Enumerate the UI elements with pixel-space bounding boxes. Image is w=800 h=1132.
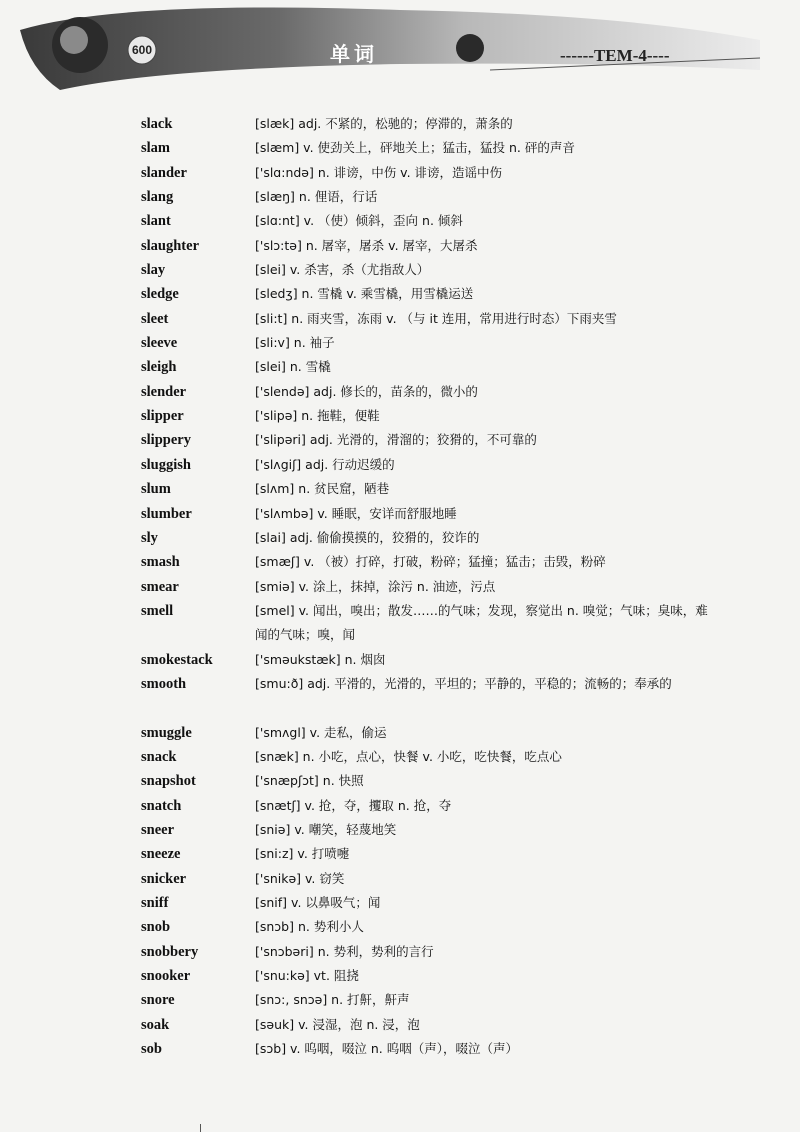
headword: slang — [141, 189, 174, 206]
headword: slant — [141, 213, 171, 230]
headword: sleigh — [141, 359, 177, 376]
definition: [snæk] n. 小吃，点心，快餐 v. 小吃，吃快餐，吃点心 — [255, 748, 562, 764]
entry-row — [0, 258, 800, 282]
entry-row — [0, 1013, 800, 1037]
definition: ['slɑ:ndə] n. 诽谤，中伤 v. 诽谤，造谣中伤 — [255, 164, 503, 180]
entry-row — [0, 380, 800, 404]
headword: smell — [141, 602, 174, 619]
headword: slander — [141, 164, 187, 181]
headword: smooth — [141, 675, 187, 692]
entry-row — [0, 867, 800, 891]
definition: ['smʌgl] v. 走私，偷运 — [255, 724, 387, 740]
definition: ['slɔ:tə] n. 屠宰，屠杀 v. 屠宰，大屠杀 — [255, 237, 478, 253]
headword: soak — [141, 1016, 170, 1033]
entry-row — [0, 794, 800, 818]
entry-row — [0, 964, 800, 988]
definition: [sɔb] v. 呜咽，啜泣 n. 呜咽（声），啜泣（声） — [255, 1041, 519, 1057]
entry-row — [0, 818, 800, 842]
definition: [smæʃ] v. （被）打碎，打破，粉碎；猛撞；猛击；击毁，粉碎 — [255, 554, 606, 570]
entry-row — [0, 428, 800, 452]
definition: ['slipə] n. 拖鞋，便鞋 — [255, 408, 380, 424]
page-header — [0, 0, 800, 100]
headword: sneeze — [141, 846, 181, 863]
entry-row — [0, 355, 800, 379]
entry-row — [0, 575, 800, 599]
definition: [slei] n. 雪橇 — [255, 359, 331, 375]
definition: ['snu:kə] vt. 阻挠 — [255, 968, 359, 984]
definition: ['snikə] v. 窃笑 — [255, 870, 345, 886]
headword: slay — [141, 262, 166, 279]
entry-row — [0, 331, 800, 355]
entry-row — [0, 307, 800, 331]
headword: smear — [141, 578, 179, 595]
headword: snatch — [141, 797, 182, 814]
entry-row — [0, 550, 800, 574]
definition: ['slʌmbə] v. 睡眠，安详而舒服地睡 — [255, 505, 457, 521]
definition: [səuk] v. 浸湿，泡 n. 浸，泡 — [255, 1016, 420, 1032]
page-number: 600 — [131, 43, 153, 57]
definition: [smiə] v. 涂上，抹掉，涂污 n. 油迹，污点 — [255, 578, 496, 594]
headword: sob — [141, 1041, 162, 1058]
entry-row — [0, 988, 800, 1012]
entry-row — [0, 234, 800, 258]
entry-row — [0, 721, 800, 745]
entry-row — [0, 1037, 800, 1061]
definition: [slæk] adj. 不紧的，松驰的；停滞的，萧条的 — [255, 116, 513, 131]
section-title: 单词 — [330, 42, 378, 66]
entry-row — [0, 161, 800, 185]
definition: [sniə] v. 嘲笑，轻蔑地笑 — [255, 821, 397, 837]
headword: snack — [141, 748, 177, 765]
entry-row — [0, 842, 800, 866]
definition: [snif] v. 以鼻吸气；闻 — [255, 895, 381, 910]
headword: slippery — [141, 432, 191, 449]
headword: snore — [141, 992, 175, 1009]
headword: snapshot — [141, 773, 196, 790]
entry-row — [0, 209, 800, 233]
headword: snicker — [141, 870, 187, 887]
entry-row — [0, 648, 800, 672]
headword: snobbery — [141, 943, 199, 960]
entry-row — [0, 745, 800, 769]
vocabulary-list — [0, 112, 800, 1061]
headword: slipper — [141, 408, 184, 425]
headword: slender — [141, 383, 187, 400]
headword: sly — [141, 529, 158, 546]
entry-row — [0, 404, 800, 428]
definition: [snɔb] n. 势利小人 — [255, 919, 364, 935]
headword: snob — [141, 919, 171, 936]
entry-row — [0, 940, 800, 964]
headword: sleeve — [141, 335, 178, 352]
headword: smokestack — [141, 651, 213, 668]
entry-row — [0, 526, 800, 550]
headword: slum — [141, 481, 171, 498]
definition: [snætʃ] v. 抢，夺，攫取 n. 抢，夺 — [255, 797, 452, 813]
entry-row — [0, 769, 800, 793]
headword: sluggish — [141, 456, 191, 473]
header-banner-graphic — [0, 0, 800, 100]
headword: smash — [141, 554, 180, 571]
headword: sledge — [141, 286, 179, 303]
headword: slaughter — [141, 237, 199, 254]
definition: [slæm] v. 使劲关上，砰地关上；猛击，猛投 n. 砰的声音 — [255, 140, 575, 156]
headword: slumber — [141, 505, 192, 522]
definition: [sni:z] v. 打喷嚏 — [255, 846, 350, 862]
definition: ['slʌgiʃ] adj. 行动迟缓的 — [255, 456, 395, 472]
headword: slam — [141, 140, 170, 157]
definition: [sledʒ] n. 雪橇 v. 乘雪橇，用雪橇运送 — [255, 286, 474, 302]
definition: [smu:ð] adj. 平滑的，光滑的，平坦的；平静的，平稳的；流畅的；奉承的 — [255, 675, 672, 691]
headword: smuggle — [141, 724, 192, 741]
headword: sleet — [141, 310, 169, 327]
definition: ['snɔbəri] n. 势利，势利的言行 — [255, 943, 434, 959]
headword: slack — [141, 116, 173, 132]
entry-row — [0, 502, 800, 526]
entry-row — [0, 136, 800, 160]
entry-row — [0, 185, 800, 209]
entry-row — [0, 599, 800, 648]
margin-mark — [200, 1124, 201, 1132]
headword: snooker — [141, 968, 191, 985]
entry-row — [0, 891, 800, 915]
entry-row — [0, 282, 800, 306]
definition: [snɔ:, snɔə] n. 打鼾，鼾声 — [255, 992, 410, 1008]
definition: ['slendə] adj. 修长的，苗条的，微小的 — [255, 383, 478, 399]
entry-row — [0, 915, 800, 939]
headword: sneer — [141, 821, 175, 838]
headword: sniff — [141, 895, 169, 911]
exam-tag: ------TEM-4---- — [560, 46, 670, 65]
definition: [sli:t] n. 雨夹雪，冻雨 v. （与 it 连用，常用进行时态）下雨夹雪 — [255, 310, 617, 326]
definition: [smel] v. 闻出，嗅出；散发……的气味；发现，察觉出 n. 嗅觉；气味；臭味，难闻的气味；嗅，闻 — [255, 602, 708, 643]
definition: [slɑ:nt] v. （使）倾斜，歪向 n. 倾斜 — [255, 213, 463, 229]
definition: [slei] v. 杀害，杀（尤指敌人） — [255, 262, 430, 278]
definition: ['sməukstæk] n. 烟囱 — [255, 651, 386, 667]
definition: [sli:v] n. 袖子 — [255, 335, 335, 351]
definition: [slæŋ] n. 俚语，行话 — [255, 189, 378, 205]
definition: [slʌm] n. 贫民窟，陋巷 — [255, 481, 390, 497]
entry-row — [0, 112, 800, 136]
definition: ['snæpʃɔt] n. 快照 — [255, 773, 364, 789]
entry-row — [0, 672, 800, 721]
entry-row — [0, 453, 800, 477]
entry-row — [0, 477, 800, 501]
definition: ['slipəri] adj. 光滑的，滑溜的；狡猾的，不可靠的 — [255, 432, 537, 448]
definition: [slai] adj. 偷偷摸摸的，狡猾的，狡诈的 — [255, 529, 480, 545]
